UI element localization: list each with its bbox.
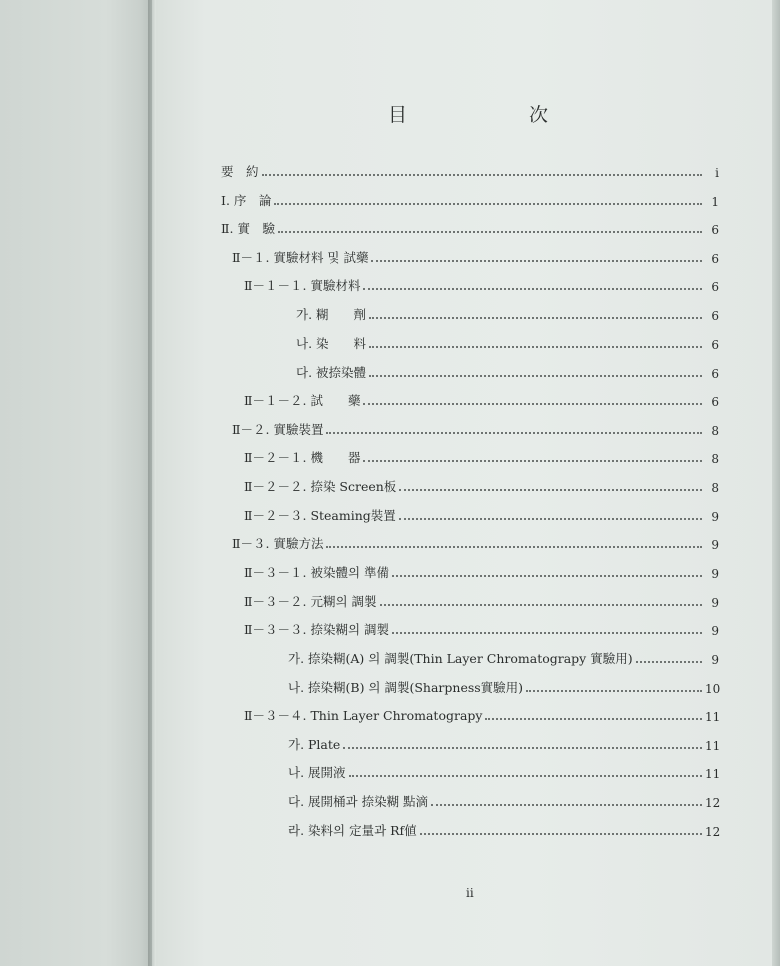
toc-leader-dots xyxy=(392,631,702,634)
toc-entry-label: 要 約 xyxy=(221,164,259,179)
toc-entry-label: Ⅱ－２. 實驗裝置 xyxy=(232,422,324,437)
toc-leader-dots xyxy=(399,488,702,491)
toc-leader-dots xyxy=(274,202,702,205)
toc-leader-dots xyxy=(485,717,702,720)
toc-entry-experiment xyxy=(221,215,719,237)
toc-leader-dots xyxy=(369,374,702,377)
toc-entry-2-3-3-na xyxy=(288,674,719,696)
toc-entry-2-1 xyxy=(232,244,719,266)
toc-entry-page: 1 xyxy=(711,195,719,209)
toc-leader-dots xyxy=(636,660,702,663)
toc-entry-page: 6 xyxy=(711,223,719,237)
toc-leader-dots xyxy=(343,746,702,749)
title-char-right: 次 xyxy=(528,104,548,126)
toc-entry-2-3-4-ga xyxy=(288,731,719,753)
toc-entry-2-3-1 xyxy=(244,559,719,581)
toc-entry-label: Ⅱ. 實 驗 xyxy=(221,221,275,236)
toc-entry-label: Ⅱ－１. 實驗材料 및 試藥 xyxy=(232,250,369,265)
toc-entry-page: 9 xyxy=(711,538,719,552)
toc-entry-page: 6 xyxy=(711,252,719,266)
toc-entry-label: Ⅱ－２－１. 機 器 xyxy=(244,450,361,465)
facing-page-spine xyxy=(0,0,152,966)
toc-entry-label: 라. 染料의 定量과 Rf値 xyxy=(288,823,417,838)
toc-leader-dots xyxy=(526,689,702,692)
toc-entry-page: 6 xyxy=(711,280,719,294)
toc-leader-dots xyxy=(380,603,703,606)
toc-entry-page: 11 xyxy=(705,767,721,781)
toc-entry-2-2 xyxy=(232,416,719,438)
toc-entry-summary xyxy=(221,158,719,180)
page-number: ii xyxy=(466,886,474,900)
binding-shadow xyxy=(148,0,156,966)
toc-leader-dots xyxy=(420,832,702,835)
toc-entry-2-3-2 xyxy=(244,588,719,610)
toc-entry-2-3-4-da xyxy=(288,788,719,810)
toc-entry-page: 9 xyxy=(711,510,719,524)
toc-entry-2-1-1-da xyxy=(296,359,719,381)
toc-leader-dots xyxy=(262,173,702,176)
toc-entry-introduction xyxy=(221,187,719,209)
toc-entry-page: 8 xyxy=(711,452,719,466)
toc-entry-page: 9 xyxy=(711,567,719,581)
toc-leader-dots xyxy=(363,287,702,290)
toc-leader-dots xyxy=(326,431,702,434)
toc-leader-dots xyxy=(363,402,702,405)
toc-entry-page: 9 xyxy=(711,596,719,610)
toc-entry-page: 9 xyxy=(711,624,719,638)
toc-entry-label: Ⅱ－３－１. 被染體의 準備 xyxy=(244,565,389,580)
toc-leader-dots xyxy=(326,545,702,548)
toc-entry-label: 가. 捺染糊(A) 의 調製(Thin Layer Chromatograpy 實驗用) xyxy=(288,651,633,666)
toc-entry-2-1-2 xyxy=(244,387,719,409)
toc-entry-label: 다. 展開桶과 捺染糊 點滴 xyxy=(288,794,429,809)
toc-leader-dots xyxy=(371,259,702,262)
toc-entry-page: 8 xyxy=(711,481,719,495)
toc-entry-label: Ⅰ. 序 論 xyxy=(221,193,272,208)
toc-entry-2-3 xyxy=(232,530,719,552)
toc-entry-page: 6 xyxy=(711,338,719,352)
toc-entry-page: i xyxy=(715,166,719,180)
toc-entry-label: 나. 染 料 xyxy=(296,336,367,351)
toc-leader-dots xyxy=(392,574,702,577)
page-edge xyxy=(772,0,780,966)
toc-entry-label: Ⅱ－１－１. 實驗材料 xyxy=(244,278,361,293)
toc-entry-label: Ⅱ－３. 實驗方法 xyxy=(232,536,324,551)
toc-entry-2-3-4 xyxy=(244,702,719,724)
toc-entry-page: 6 xyxy=(711,309,719,323)
toc-entry-page: 12 xyxy=(705,796,721,810)
toc-entry-label: Ⅱ－２－３. Steaming裝置 xyxy=(244,508,396,523)
toc-entry-label: 가. 糊 劑 xyxy=(296,307,367,322)
toc-entry-2-2-1 xyxy=(244,444,719,466)
toc-entry-label: Ⅱ－３－２. 元糊의 調製 xyxy=(244,594,377,609)
toc-entry-label: Ⅱ－３－４. Thin Layer Chromatograpy xyxy=(244,708,483,723)
toc-entry-2-3-3 xyxy=(244,616,719,638)
title-char-left: 目 xyxy=(388,104,408,126)
toc-entry-label: Ⅱ－１－２. 試 藥 xyxy=(244,393,361,408)
toc-leader-dots xyxy=(431,803,702,806)
toc-entry-label: Ⅱ－３－３. 捺染糊의 調製 xyxy=(244,622,389,637)
toc-entry-page: 12 xyxy=(705,825,721,839)
toc-entry-2-1-1-ga xyxy=(296,301,719,323)
toc-entry-2-1-1-na xyxy=(296,330,719,352)
toc-entry-2-2-2 xyxy=(244,473,719,495)
toc-leader-dots xyxy=(399,517,702,520)
toc-entry-label: 나. 展開液 xyxy=(288,765,346,780)
toc-leader-dots xyxy=(369,345,702,348)
toc-entry-page: 6 xyxy=(711,367,719,381)
toc-entry-page: 6 xyxy=(711,395,719,409)
toc-entry-label: Ⅱ－２－２. 捺染 Screen板 xyxy=(244,479,397,494)
page-title xyxy=(388,100,548,130)
toc-entry-2-3-3-ga xyxy=(288,645,719,667)
toc-entry-label: 나. 捺染糊(B) 의 調製(Sharpness實驗用) xyxy=(288,680,524,695)
toc-leader-dots xyxy=(369,316,702,319)
toc-entry-page: 8 xyxy=(711,424,719,438)
toc-entry-page: 9 xyxy=(711,653,719,667)
toc-entry-2-3-4-na xyxy=(288,759,719,781)
toc-leader-dots xyxy=(363,459,702,462)
toc-leader-dots xyxy=(278,230,702,233)
toc-entry-label: 다. 被捺染體 xyxy=(296,365,367,380)
toc-entry-label: 가. Plate xyxy=(288,737,341,752)
toc-entry-2-1-1 xyxy=(244,272,719,294)
toc-leader-dots xyxy=(349,774,702,777)
toc-entry-2-2-3 xyxy=(244,502,719,524)
toc-entry-2-3-4-ra xyxy=(288,817,719,839)
toc-entry-page: 11 xyxy=(705,710,721,724)
toc-entry-page: 10 xyxy=(705,682,721,696)
toc-entry-page: 11 xyxy=(705,739,721,753)
